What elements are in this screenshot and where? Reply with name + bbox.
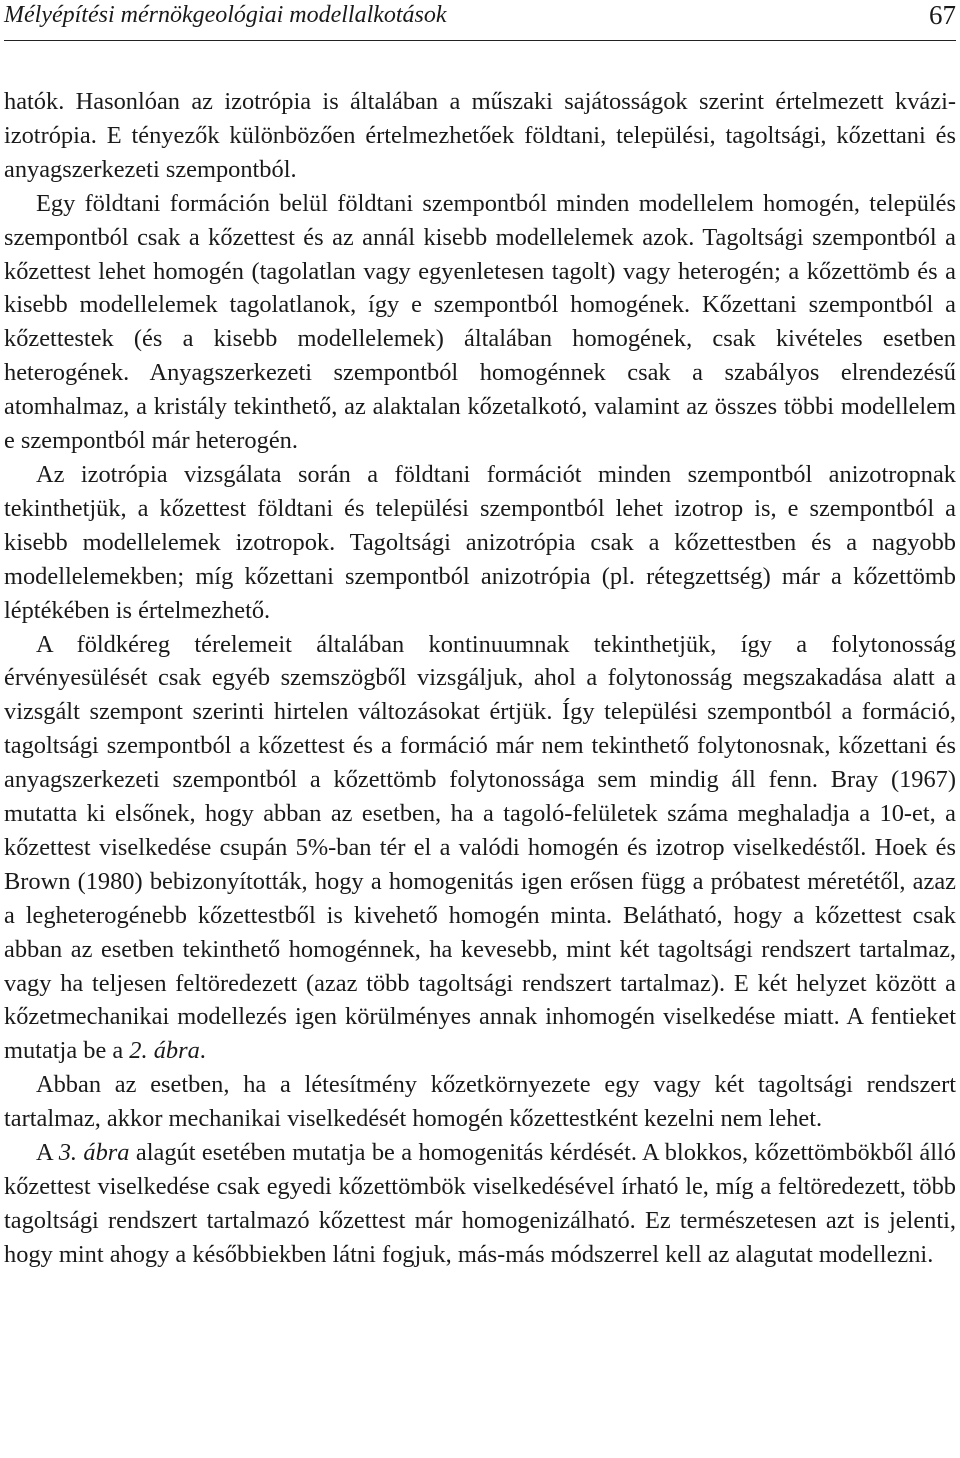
body-text (4, 85, 956, 1272)
paragraph-2: Egy földtani formáción belül földtani szempontból minden modellelem homogén, település szempontból csak a kőzettest és az annál kisebb modellelemek azok. Tagoltsági szempontból a kőzettest lehet homogén (tagolatlan vagy egyenletesen tagolt) vagy heterogén; a kőzettömb és a kisebb modellelemek tagolatlanok, így e szempontból homogének. Kőzettani szempontból a kőzettestek (és a kisebb modellelemek) általában homogének, csak kivételes esetben heterogének. Anyagszerkezeti szempontból homogénnek csak a szabályos elrendezésű atomhalmaz, a kristály tekinthető, az alaktalan kőzetalkotó, valamint az összes többi modellelem e szempontból már heterogén. (4, 189, 956, 455)
paragraph-6-text: alagút esetében mutatja be a homogenitás kérdését. A blokkos, kőzettömbökből álló kőzettest viselkedése csak egyedi kőzettömbök viselkedésével írható le, míg a feltöredezett, több tagoltsági rendszert tartalmazó kőzettest már homogenizálható. Ez természetesen azt is jelenti, hogy mint ahogy a későbbiekben látni fogjuk, más-más módszerrel kell az alagutat modellezni. (4, 1139, 956, 1268)
paragraph-4-end: . (199, 1037, 206, 1065)
paragraph-6 (4, 1136, 956, 1272)
running-header (4, 0, 956, 41)
paragraph-6-start: A (36, 1139, 59, 1167)
running-title: Mélyépítési mérnökgeológiai modellalkotások (4, 2, 447, 28)
figure-reference-3: 3. ábra (58, 1139, 130, 1167)
paragraph-5: Abban az esetben, ha a létesítmény kőzetkörnyezete egy vagy két tagoltsági rendszert tartalmaz, akkor mechanikai viselkedését homogén kőzettestként kezelni nem lehet. (4, 1071, 956, 1133)
paragraph-3: Az izotrópia vizsgálata során a földtani formációt minden szempontból anizotropnak tekinthetjük, a kőzettest földtani és települési szempontból lehet izotrop is, e szempontból a kisebb modellelemek izotropok. Tagoltsági anizotrópia csak a kőzettestben és a nagyobb modellelemekben; míg kőzettani szempontból anizotrópia (pl. rétegzettség) már a kőzettömb léptékében is értelmezhető. (4, 460, 956, 624)
document-page (4, 0, 956, 1272)
paragraph-4-text: A földkéreg térelemeit általában kontinuumnak tekinthetjük, így a folytonosság érvényesülését csak egyéb szemszögből vizsgáljuk, ahol a folytonosság megszakadása alatt a vizsgált szempont szerinti hirtelen változásokat értjük. Így települési szempontból a formáció, tagoltsági szempontból a kőzettest és a formáció már nem tekinthető folytonosnak, kőzettani és anyagszerkezeti szempontból a kőzettömb folytonossága sem mindig áll fenn. Bray (1967) mutatta ki elsőnek, hogy abban az esetben, ha a tagoló-felületek száma meghaladja a 10-et, a kőzettest viselkedése csupán 5%-ban tér el a valódi homogén és izotrop viselkedéstől. Hoek és Brown (1980) bebizonyították, hogy a homogenitás igen erősen függ a próbatest méretétől, azaz a legheterogénebb kőzettestből is kivehető homogén minta. Belátható, hogy a kőzettest csak abban az esetben tekinthető homogénnek, ha kevesebb, mint két tagoltsági rendszert tartalmaz, vagy ha teljesen feltöredezett (azaz több tagoltsági rendszert tartalmaz). E két helyzet között a kőzetmechanikai modellezés igen körülményes annak inhomogén viselkedése miatt. A fentieket mutatja be a (4, 630, 956, 1065)
paragraph-1: hatók. Hasonlóan az izotrópia is általában a műszaki sajátosságok szerint értelmezett kvázi-izotrópia. E tényezők különbözően értelmezhetőek földtani, települési, tagoltsági, kőzettani és anyagszerkezeti szempontból. (4, 88, 956, 183)
figure-reference-2: 2. ábra (129, 1037, 200, 1065)
paragraph-4 (4, 628, 956, 1069)
page-number: 67 (929, 0, 956, 30)
